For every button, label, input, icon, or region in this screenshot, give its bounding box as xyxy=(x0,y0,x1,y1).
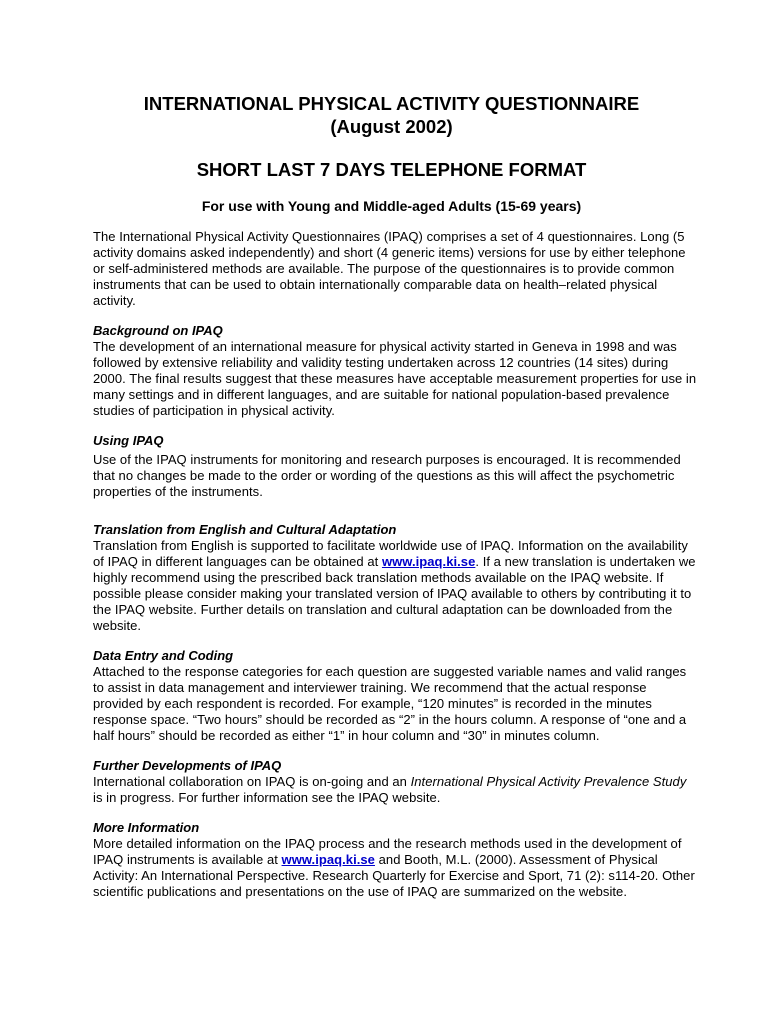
further-text-before: International collaboration on IPAQ is on-going and an xyxy=(93,774,411,789)
section-heading-further: Further Developments of IPAQ xyxy=(93,758,282,773)
section-heading-more-info: More Information xyxy=(93,820,200,835)
section-heading-translation: Translation from English and Cultural Adaptation xyxy=(93,522,397,537)
further-text-after: is in progress. For further information see the IPAQ website. xyxy=(93,790,441,805)
title-line-1: INTERNATIONAL PHYSICAL ACTIVITY QUESTIONNAIRE xyxy=(143,93,640,114)
format-subtitle: SHORT LAST 7 DAYS TELEPHONE FORMAT xyxy=(196,159,587,180)
section-further xyxy=(93,758,698,806)
section-more-info xyxy=(93,820,698,900)
audience-line: For use with Young and Middle-aged Adults (15-69 years) xyxy=(201,198,582,214)
title-line-2: (August 2002) xyxy=(330,116,453,137)
section-text-more-info xyxy=(93,836,698,900)
section-background xyxy=(93,323,698,419)
section-data-entry xyxy=(93,648,698,744)
section-text-translation xyxy=(93,538,698,634)
translation-text-before: Translation from English is supported to facilitate worldwide use of IPAQ. Information on the availability of IPAQ in different languages can be obtained at xyxy=(93,538,688,569)
section-text-further xyxy=(93,774,698,806)
section-using xyxy=(93,433,698,500)
section-heading-data-entry: Data Entry and Coding xyxy=(93,648,234,663)
intro-paragraph: The International Physical Activity Questionnaires (IPAQ) comprises a set of 4 questionnaires. Long (5 activity domains asked independently) and short (4 generic items) versions for use by either telephone or self-administered methods are available. The purpose of the questionnaires is to provide common instruments that can be used to obtain internationally comparable data on health–related physical activity. xyxy=(93,229,686,308)
section-heading-background: Background on IPAQ xyxy=(93,323,223,338)
prevalence-study-title: International Physical Activity Prevalence Study xyxy=(410,774,687,789)
section-text-using: Use of the IPAQ instruments for monitoring and research purposes is encouraged. It is recommended that no changes be made to the order or wording of the questions as this will affect the psychometric properties of the instruments. xyxy=(93,452,681,499)
ipaq-website-link[interactable]: www.ipaq.ki.se xyxy=(381,554,476,569)
translation-text-after: . If a new translation is undertaken we highly recommend using the prescribed back translation methods available on the IPAQ website. If possible please consider making your translated version of IPAQ available to others by contributing it to the IPAQ website. Further details on translation and cultural adaptation can be downloaded from the website. xyxy=(93,554,696,633)
more-info-text-before: More detailed information on the IPAQ process and the research methods used in the development of IPAQ instruments is available at xyxy=(93,836,682,867)
ipaq-website-link-2[interactable]: www.ipaq.ki.se xyxy=(281,852,375,867)
section-translation xyxy=(93,522,698,634)
section-text-background: The development of an international measure for physical activity started in Geneva in 1998 and was followed by extensive reliability and validity testing undertaken across 12 countries (14 sites) during 2000. The final results suggest that these measures have acceptable measurement properties for use in many settings and in different languages, and are suitable for national population-based prevalence studies of participation in physical activity. xyxy=(93,339,697,418)
document-title xyxy=(85,92,698,138)
more-info-text-after: and Booth, M.L. (2000). Assessment of Physical Activity: An International Perspective. Research Quarterly for Exercise and Sport, 71 (2): s114-20. Other scientific publications and presentations on the use of IPAQ are summarized on the website. xyxy=(93,852,695,899)
section-text-data-entry: Attached to the response categories for each question are suggested variable names and valid ranges to assist in data management and interviewer training. We recommend that the actual response provided by each respondent is recorded. For example, “120 minutes” is recorded in the minutes response space. “Two hours” should be recorded as “2” in the hours column. A response of “one and a half hours” should be recorded as either “1” in hour column and “30” in minutes column. xyxy=(93,664,687,743)
section-heading-using: Using IPAQ xyxy=(93,433,164,448)
